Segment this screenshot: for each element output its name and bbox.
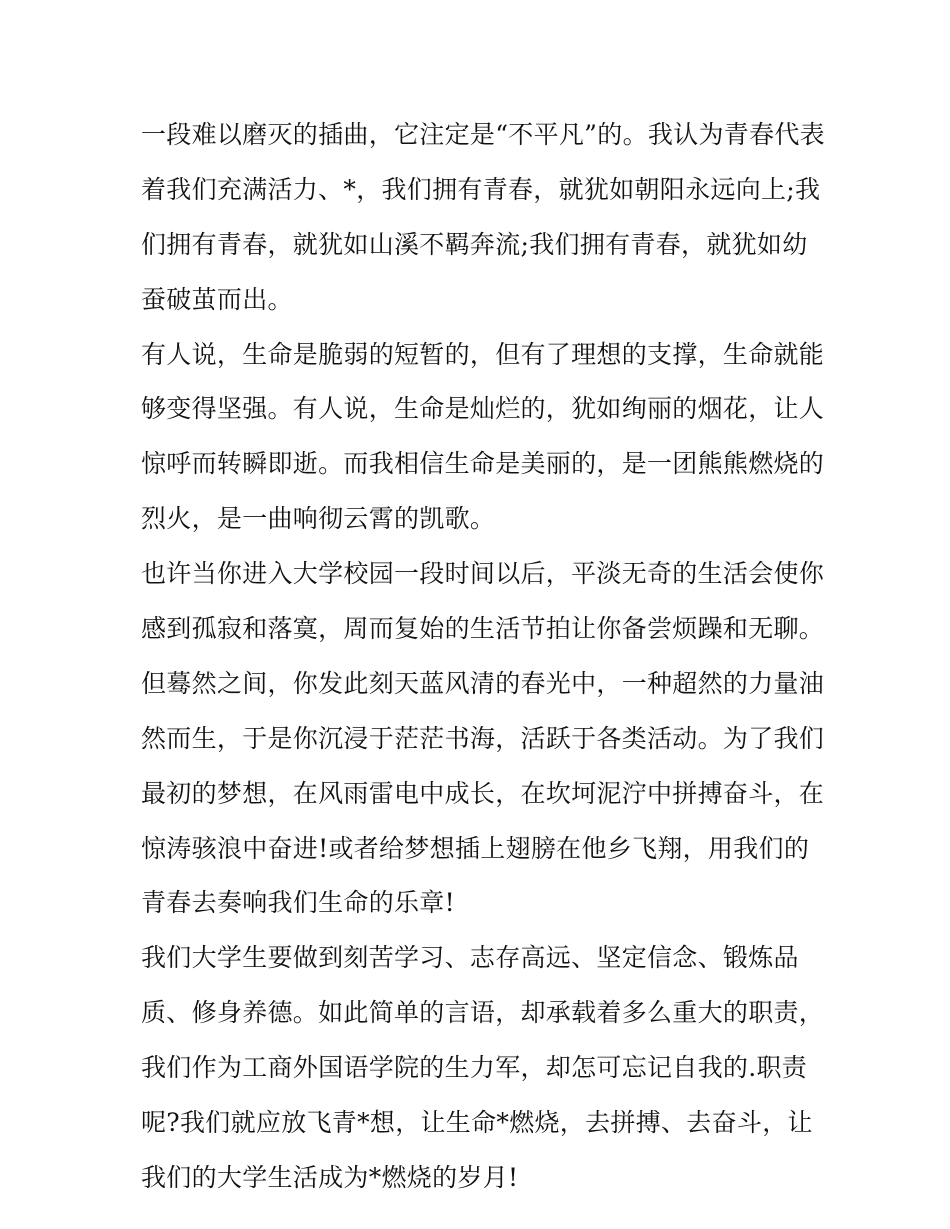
text-line: 蚕破茧而出。 bbox=[141, 284, 293, 314]
text-line: 有人说，生命是脆弱的短暂的，但有了理想的支撑，生命就能 bbox=[141, 339, 825, 369]
text-line: 烈火，是一曲响彻云霄的凯歌。 bbox=[141, 504, 496, 534]
text-line: 我们大学生要做到刻苦学习、志存高远、坚定信念、锻炼品 bbox=[141, 943, 799, 973]
text-line: 一段难以磨灭的插曲，它注定是“不平凡”的。我认为青春代表 bbox=[141, 120, 825, 149]
text-line: 惊呼而转瞬即逝。而我相信生命是美丽的，是一团熊熊燃烧的 bbox=[141, 449, 825, 479]
text-line: 感到孤寂和落寞，周而复始的生活节拍让你备尝烦躁和无聊。 bbox=[141, 614, 825, 644]
text-line: 够变得坚强。有人说，生命是灿烂的，犹如绚丽的烟花，让人 bbox=[141, 394, 825, 424]
text-line: 然而生，于是你沉浸于茫茫书海，活跃于各类活动。为了我们 bbox=[141, 723, 825, 753]
text-line: 但蓦然之间，你发此刻天蓝风清的春光中，一种超然的力量油 bbox=[141, 668, 825, 698]
text-line: 惊涛骇浪中奋进!或者给梦想插上翅膀在他乡飞翔，用我们的 bbox=[141, 833, 810, 863]
text-line: 质、修身养德。如此简单的言语，却承载着多么重大的职责， bbox=[141, 998, 825, 1028]
text-line: 们拥有青春，就犹如山溪不羁奔流;我们拥有青春，就犹如幼 bbox=[141, 229, 808, 259]
text-line: 我们的大学生活成为*燃烧的岁月! bbox=[141, 1162, 519, 1192]
text-line: 青春去奏响我们生命的乐章! bbox=[141, 888, 455, 918]
text-line: 呢?我们就应放飞青*想，让生命*燃烧，去拼搏、去奋斗，让 bbox=[141, 1108, 813, 1138]
text-line: 也许当你进入大学校园一段时间以后，平淡无奇的生活会使你 bbox=[141, 559, 825, 589]
text-line: 最初的梦想，在风雨雷电中成长，在坎坷泥泞中拼搏奋斗，在 bbox=[141, 778, 825, 808]
text-line: 我们作为工商外国语学院的生力军，却怎可忘记自我的.职责 bbox=[141, 1053, 808, 1083]
document-body bbox=[141, 108, 825, 1206]
text-line: 着我们充满活力、*，我们拥有青春，就犹如朝阳永远向上;我 bbox=[141, 174, 821, 204]
